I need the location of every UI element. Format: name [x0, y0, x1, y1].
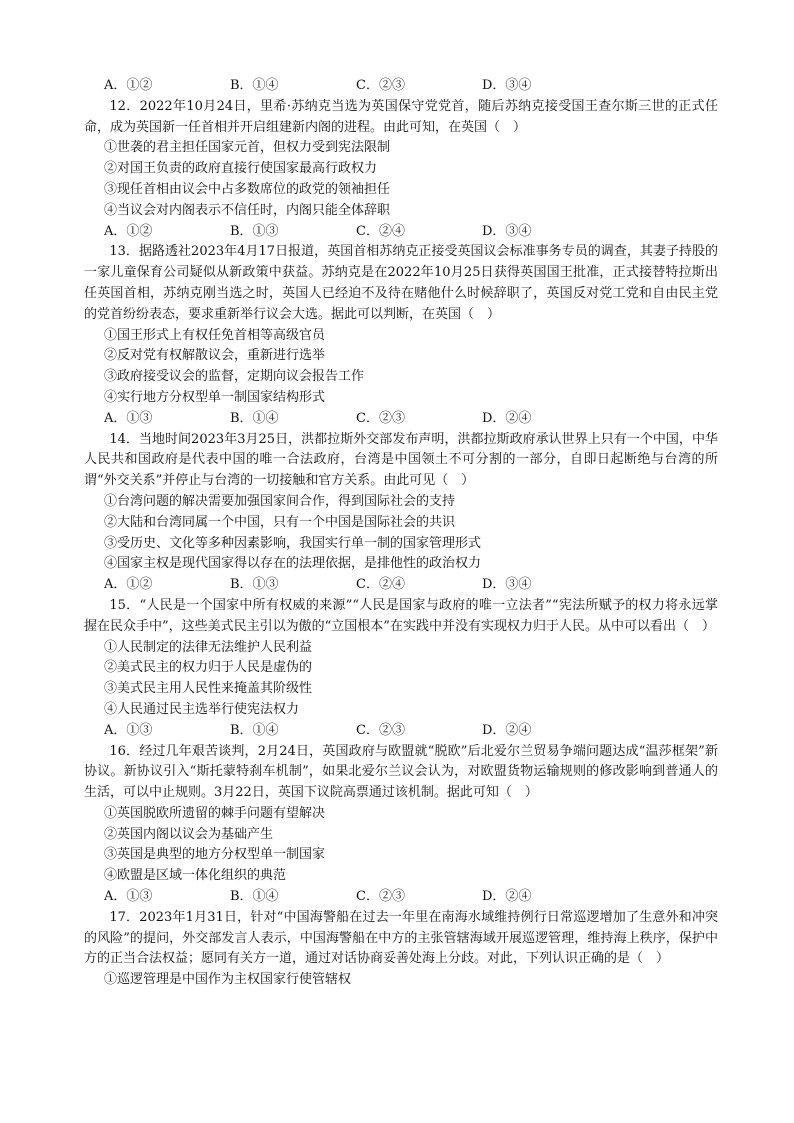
exam-content — [84, 76, 718, 991]
choice-a[interactable]: A．①③ — [104, 722, 153, 738]
choice-d[interactable]: D．②④ — [482, 889, 532, 905]
choice-c[interactable]: C．②③ — [356, 410, 405, 426]
statement-2: ②反对党有权解散议会，重新进行选举 — [104, 348, 326, 364]
choice-b[interactable]: B．①④ — [230, 889, 279, 905]
question-12 — [84, 97, 718, 243]
statement-4: ④当议会对内阁表示不信任时，内阁只能全体辞职 — [104, 202, 391, 218]
statement-3: ③现任首相由议会中占多数席位的政党的领袖担任 — [104, 181, 391, 197]
question-13 — [84, 242, 718, 429]
choice-d[interactable]: D．③④ — [482, 78, 532, 93]
choice-b[interactable]: B．①④ — [230, 78, 279, 93]
question-15 — [84, 596, 718, 742]
choice-d[interactable]: D．③④ — [482, 577, 532, 593]
statement-1: ①世袭的君主担任国家元首，但权力受到宪法限制 — [104, 140, 391, 156]
question-16 — [84, 742, 718, 908]
question-stem: 16．经过几年艰苦谈判，2月24日，英国政府与欧盟就“脱欧”后北爱尔兰贸易争端问题达成“温莎框架”新协议。新协议引入“斯托蒙特刹车机制”，如果北爱尔兰议会认为，对欧盟货物运输规则的修改影响到普通人的生活，可以中止规则。3月22日，英国下议院高票通过该机制。据此可知（ ） — [84, 743, 718, 801]
choice-c[interactable]: C．②③ — [356, 722, 405, 738]
statement-3: ③政府接受议会的监督，定期向议会报告工作 — [104, 369, 365, 385]
choice-c[interactable]: C．②③ — [356, 78, 405, 93]
prev-answer-choices — [84, 76, 718, 97]
choice-a[interactable]: A．①③ — [104, 889, 153, 905]
statement-1: ①英国脱欧所遗留的棘手问题有望解决 — [104, 805, 326, 821]
question-17 — [84, 908, 718, 991]
statement-1: ①国王形式上有权任免首相等高级官员 — [104, 327, 326, 343]
statement-1: ①巡逻管理是中国作为主权国家行使管辖权 — [104, 972, 352, 988]
choice-b[interactable]: B．①③ — [230, 223, 279, 239]
choice-b[interactable]: B．①④ — [230, 722, 279, 738]
statement-3: ③英国是典型的地方分权型单一制国家 — [104, 847, 326, 863]
question-stem: 15．“人民是一个国家中所有权威的来源”“人民是国家与政府的唯一立法者”“宪法所赋予的权力将永远掌握在民众手中”，这些美式民主引以为傲的“立国根本”在实践中并没有实现权力归于人民。从中可以看出（ ） — [84, 597, 718, 634]
choice-c[interactable]: C．②④ — [356, 223, 405, 239]
answer-choices — [84, 409, 718, 430]
statement-2: ②大陆和台湾同属一个中国，只有一个中国是国际社会的共识 — [104, 514, 456, 530]
answer-choices — [84, 721, 718, 742]
choice-a[interactable]: A．①③ — [104, 410, 153, 426]
statement-4: ④实行地方分权型单一制国家结构形式 — [104, 389, 326, 405]
question-stem: 17．2023年1月31日，针对“中国海警船在过去一年里在南海水域维持例行日常巡逻增加了生意外和冲突的风险”的提问，外交部发言人表示，中国海警船在中方的主张管辖海域开展巡逻管理，维持海上秩序，保护中方的正当合法权益；愿同有关方一道，通过对话协商妥善处海上分歧。对此，下列认识正确的是（ ） — [84, 909, 718, 967]
question-14 — [84, 430, 718, 596]
statement-2: ②对国王负责的政府直接行使国家最高行政权力 — [104, 161, 378, 177]
choice-a[interactable]: A．①② — [104, 78, 153, 93]
question-stem: 12．2022年10月24日，里希·苏纳克当选为英国保守党党首，随后苏纳克接受国王查尔斯三世的正式任命，成为英国新一任首相并开启组建新内阁的进程。由此可知，在英国（ ） — [84, 98, 718, 135]
statement-1: ①台湾问题的解决需要加强国家间合作，得到国际社会的支持 — [104, 493, 456, 509]
statement-3: ③受历史、文化等多种因素影响，我国实行单一制的国家管理形式 — [104, 535, 482, 551]
statement-4: ④人民通过民主选举行使宪法权力 — [104, 701, 300, 717]
choice-c[interactable]: C．②③ — [356, 889, 405, 905]
choice-d[interactable]: D．③④ — [482, 223, 532, 239]
answer-choices — [84, 575, 718, 596]
answer-choices — [84, 222, 718, 243]
choice-b[interactable]: B．①③ — [230, 577, 279, 593]
statement-2: ②英国内阁以议会为基础产生 — [104, 826, 274, 842]
statement-3: ③美式民主用人民性来掩盖其阶级性 — [104, 681, 313, 697]
statement-1: ①人民制定的法律无法维护人民利益 — [104, 639, 313, 655]
choice-c[interactable]: C．②④ — [356, 577, 405, 593]
question-stem: 14．当地时间2023年3月25日，洪都拉斯外交部发布声明，洪都拉斯政府承认世界上只有一个中国，中华人民共和国政府是代表中国的唯一合法政府，台湾是中国领土不可分割的一部分，自即日起断绝与台湾的所谓“外交关系”并停止与台湾的一切接触和官方关系。由此可见（ ） — [84, 431, 718, 489]
question-stem: 13．据路透社2023年4月17日报道，英国首相苏纳克正接受英国议会标准事务专员的调查，其妻子持股的一家儿童保育公司疑似从新政策中获益。苏纳克是在2022年10月25日获得英国国王批准，正式接替特拉斯出任英国首相，苏纳克刚当选之时，英国人已经迫不及待在赌他什么时候辞职了，英国反对党工党和自由民主党的党首纷纷表态，要求重新举行议会大选。据此可以判断，在英国（ ） — [84, 244, 718, 322]
statement-4: ④欧盟是区域一体化组织的典范 — [104, 868, 287, 884]
choice-d[interactable]: D．②④ — [482, 722, 532, 738]
choice-d[interactable]: D．②④ — [482, 410, 532, 426]
choice-b[interactable]: B．①④ — [230, 410, 279, 426]
statement-2: ②美式民主的权力归于人民是虚伪的 — [104, 660, 313, 676]
choice-a[interactable]: A．①② — [104, 577, 153, 593]
choice-a[interactable]: A．①② — [104, 223, 153, 239]
statement-4: ④国家主权是现代国家得以存在的法理依据，是排他性的政治权力 — [104, 556, 482, 572]
answer-choices — [84, 887, 718, 908]
